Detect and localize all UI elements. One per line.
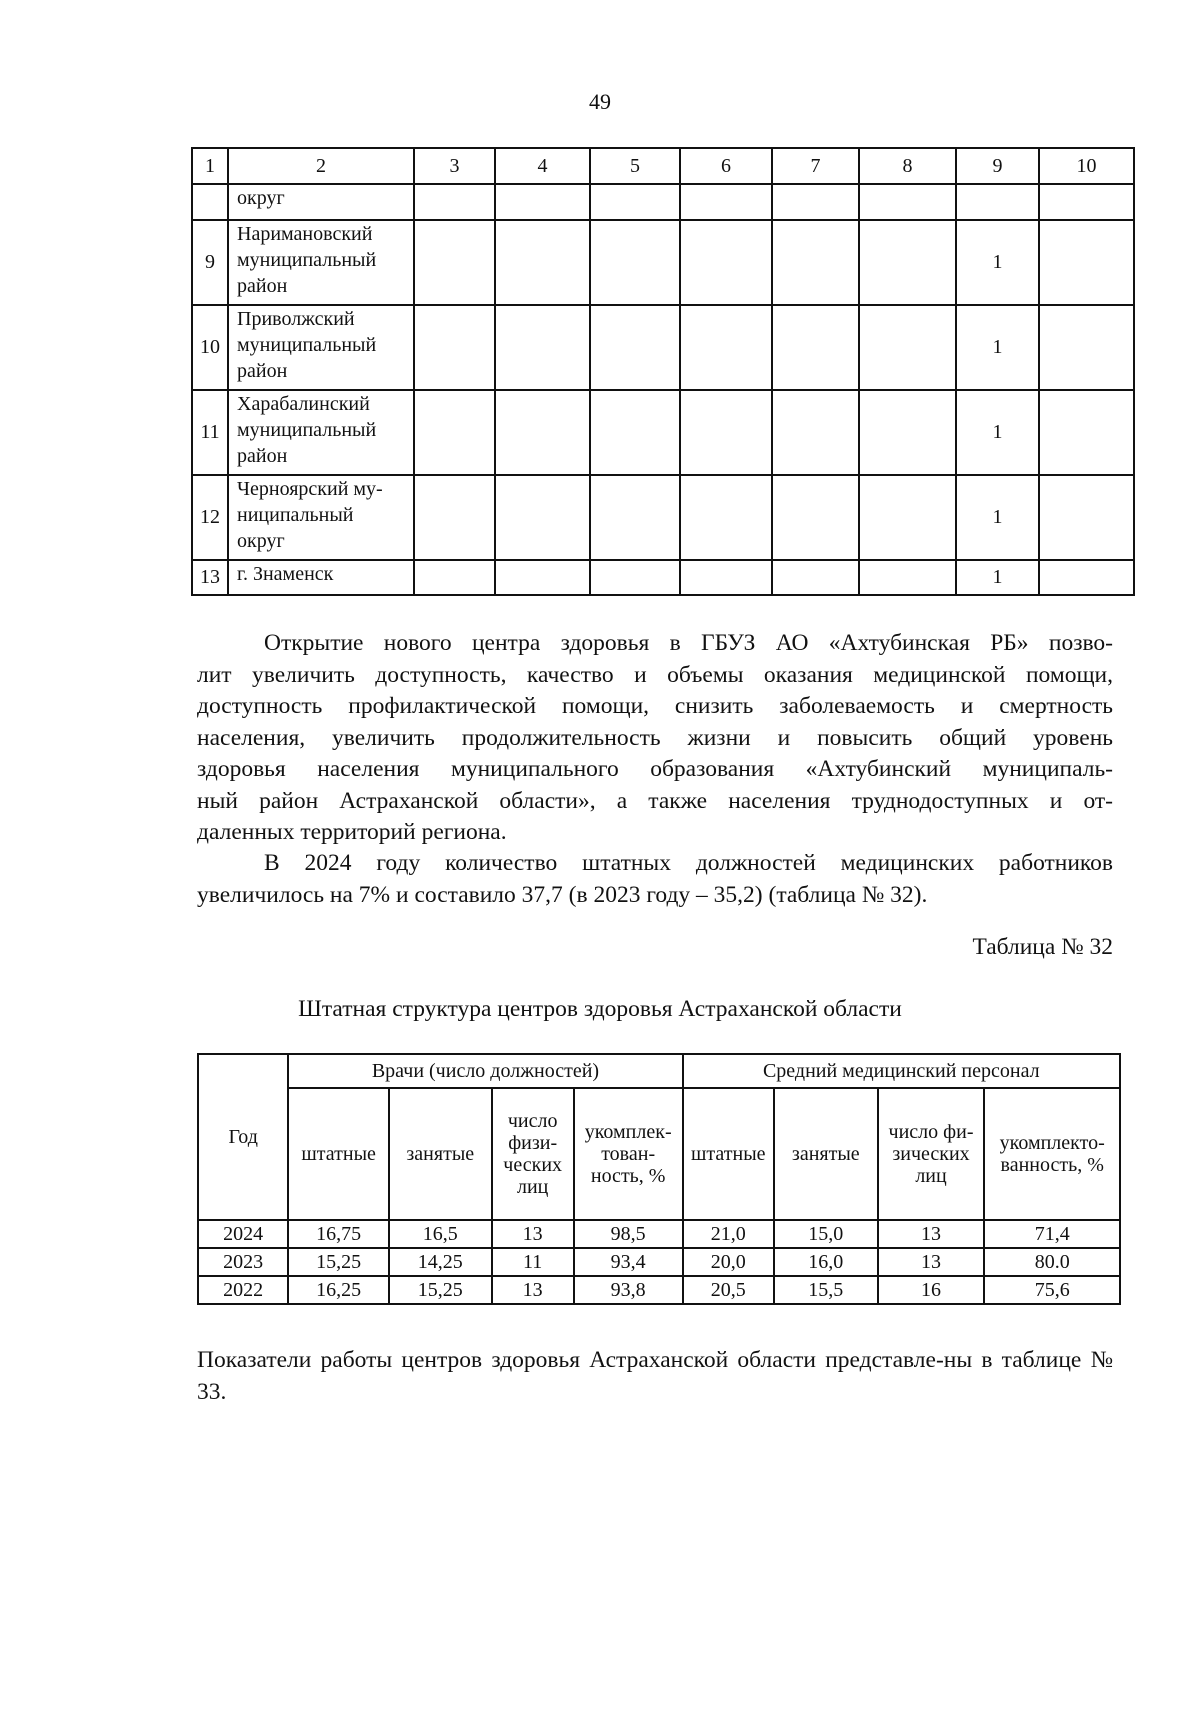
district-name-line: г. Знаменск [237, 563, 334, 585]
district-name-cell [228, 475, 414, 560]
value-cell [414, 475, 495, 560]
value-cell: 14,25 [389, 1248, 492, 1276]
value-cell [680, 390, 772, 475]
value-cell [495, 305, 590, 390]
paragraph1-line: здоровья населения муниципального образования «Ахтубинский муниципаль- [197, 756, 1113, 782]
column-number-cell: 9 [956, 148, 1039, 184]
paragraph1-line: Открытие нового центра здоровья в ГБУЗ АО «Ахтубинская РБ» позво- [264, 630, 1113, 656]
value-cell: 13 [878, 1220, 985, 1248]
column-number-cell: 2 [228, 148, 414, 184]
district-name-line: округ [237, 530, 285, 552]
table-header-row [192, 148, 1134, 184]
paragraph3-line: Показатели работы центров здоровья Астраханской области представле- [197, 1347, 944, 1373]
value-cell: 1 [956, 220, 1039, 305]
paragraph2-line: В 2024 году количество штатных должностей медицинских работников [264, 850, 1113, 876]
district-name-cell [228, 220, 414, 305]
paragraph1-line: лит увеличить доступность, качество и объемы оказания медицинской помощи, [197, 661, 1113, 688]
district-name-line: Харабалинский [237, 393, 370, 415]
year-cell: 2022 [198, 1276, 288, 1304]
value-cell [772, 305, 859, 390]
value-cell: 15,25 [288, 1248, 389, 1276]
value-cell [590, 390, 680, 475]
value-cell [859, 184, 956, 220]
table-row [198, 1248, 1120, 1276]
row-number-cell [192, 184, 228, 220]
value-cell [680, 305, 772, 390]
paragraph1-line: ный район Астраханской области», а также населения труднодоступных и от- [197, 787, 1113, 814]
value-cell [680, 184, 772, 220]
paragraph-health-center-opening [197, 628, 1113, 849]
value-cell [772, 560, 859, 595]
row-number-cell: 12 [192, 475, 228, 560]
value-cell [859, 475, 956, 560]
year-cell: 2023 [198, 1248, 288, 1276]
value-cell: 21,0 [683, 1220, 774, 1248]
column-number-cell: 6 [680, 148, 772, 184]
district-name-line: Наримановский [237, 223, 373, 245]
value-cell [414, 220, 495, 305]
row-number-cell: 11 [192, 390, 228, 475]
value-cell [772, 475, 859, 560]
value-cell: 1 [956, 390, 1039, 475]
value-cell [590, 560, 680, 595]
value-cell: 1 [956, 305, 1039, 390]
value-cell [680, 220, 772, 305]
value-cell [680, 475, 772, 560]
value-cell [1039, 560, 1134, 595]
value-cell: 13 [878, 1248, 985, 1276]
district-name-line: Приволжский [237, 308, 355, 330]
column-number-cell: 5 [590, 148, 680, 184]
value-cell: 1 [956, 475, 1039, 560]
value-cell [414, 390, 495, 475]
value-cell [414, 305, 495, 390]
value-cell: 20,0 [683, 1248, 774, 1276]
value-cell [859, 305, 956, 390]
district-name-cell [228, 390, 414, 475]
subheader-cell: штатные [288, 1088, 389, 1220]
paragraph2-line: увеличилось на 7% и составило 37,7 (в 2023 году – 35,2) (таблица № 32). [197, 881, 928, 908]
district-name-line: муниципальный [237, 419, 377, 441]
year-header: Год [198, 1054, 288, 1220]
table-row [192, 560, 1134, 595]
value-cell [1039, 220, 1134, 305]
table-label: Таблица № 32 [972, 934, 1113, 960]
table-row [192, 220, 1134, 305]
table-row [192, 184, 1134, 220]
value-cell [495, 560, 590, 595]
district-name-cell [228, 305, 414, 390]
value-cell: 13 [492, 1220, 574, 1248]
value-cell: 20,5 [683, 1276, 774, 1304]
value-cell: 75,6 [984, 1276, 1120, 1304]
municipal-table [191, 147, 1135, 596]
value-cell: 15,0 [774, 1220, 878, 1248]
value-cell [495, 390, 590, 475]
paragraph1-line: доступность профилактической помощи, снизить заболеваемость и смертность [197, 693, 1113, 719]
value-cell: 93,8 [574, 1276, 683, 1304]
district-name-line: Черноярский му- [237, 478, 383, 500]
value-cell: 13 [492, 1276, 574, 1304]
value-cell [859, 220, 956, 305]
value-cell: 16 [878, 1276, 985, 1304]
subheader-cell: занятые [389, 1088, 492, 1220]
row-number-cell: 13 [192, 560, 228, 595]
subheader-cell: укомплекто- ванность, % [984, 1088, 1120, 1220]
paragraph1-line: населения, увеличить продолжительность жизни и повысить общий уровень [197, 724, 1113, 751]
column-number-cell: 7 [772, 148, 859, 184]
table-title: Штатная структура центров здоровья Астраханской области [298, 996, 902, 1022]
value-cell [1039, 390, 1134, 475]
value-cell [956, 184, 1039, 220]
subheader-cell: штатные [683, 1088, 774, 1220]
paragraph3-line: ны в таблице № 33. [197, 1347, 1113, 1405]
value-cell [1039, 184, 1134, 220]
row-number-cell: 9 [192, 220, 228, 305]
table-row [198, 1220, 1120, 1248]
value-cell: 98,5 [574, 1220, 683, 1248]
district-name-line: округ [237, 187, 285, 209]
district-name-cell [228, 560, 414, 595]
value-cell [590, 475, 680, 560]
subheader-cell: число физи- ческих лиц [492, 1088, 574, 1220]
district-name-line: муниципальный [237, 249, 377, 271]
value-cell [590, 220, 680, 305]
year-cell: 2024 [198, 1220, 288, 1248]
value-cell: 16,75 [288, 1220, 389, 1248]
value-cell: 71,4 [984, 1220, 1120, 1248]
district-name-line: район [237, 360, 288, 382]
value-cell [772, 220, 859, 305]
value-cell [859, 560, 956, 595]
value-cell [772, 390, 859, 475]
value-cell: 11 [492, 1248, 574, 1276]
value-cell [590, 184, 680, 220]
value-cell [495, 220, 590, 305]
value-cell: 16,25 [288, 1276, 389, 1304]
paragraph1-line: даленных территорий региона. [197, 819, 507, 845]
value-cell: 16,0 [774, 1248, 878, 1276]
value-cell: 1 [956, 560, 1039, 595]
value-cell: 15,5 [774, 1276, 878, 1304]
table-row [198, 1276, 1120, 1304]
value-cell [495, 475, 590, 560]
value-cell [495, 184, 590, 220]
value-cell: 15,25 [389, 1276, 492, 1304]
column-number-cell: 8 [859, 148, 956, 184]
doctors-header: Врачи (число должностей) [288, 1054, 682, 1088]
subheader-cell: укомплек- тован- ность, % [574, 1088, 683, 1220]
row-number-cell: 10 [192, 305, 228, 390]
paragraph-staff-positions [197, 848, 1113, 911]
value-cell [414, 184, 495, 220]
district-name-cell [228, 184, 414, 220]
subheader-cell: занятые [774, 1088, 878, 1220]
table-row [192, 305, 1134, 390]
value-cell: 93,4 [574, 1248, 683, 1276]
table-row [192, 390, 1134, 475]
value-cell [1039, 475, 1134, 560]
column-number-cell: 4 [495, 148, 590, 184]
value-cell [1039, 305, 1134, 390]
value-cell [772, 184, 859, 220]
value-cell: 80.0 [984, 1248, 1120, 1276]
value-cell [414, 560, 495, 595]
table-row [192, 475, 1134, 560]
value-cell [859, 390, 956, 475]
column-number-cell: 3 [414, 148, 495, 184]
staff-structure-table [197, 1053, 1121, 1305]
district-name-line: ниципальный [237, 504, 354, 526]
district-name-line: муниципальный [237, 334, 377, 356]
column-number-cell: 10 [1039, 148, 1134, 184]
district-name-line: район [237, 445, 288, 467]
column-number-cell: 1 [192, 148, 228, 184]
value-cell [590, 305, 680, 390]
page-number: 49 [589, 89, 611, 114]
value-cell: 16,5 [389, 1220, 492, 1248]
district-name-line: район [237, 275, 288, 297]
value-cell [680, 560, 772, 595]
paragraph-table-reference [197, 1345, 1113, 1408]
nurses-header: Средний медицинский персонал [683, 1054, 1120, 1088]
subheader-cell: число фи- зических лиц [878, 1088, 985, 1220]
